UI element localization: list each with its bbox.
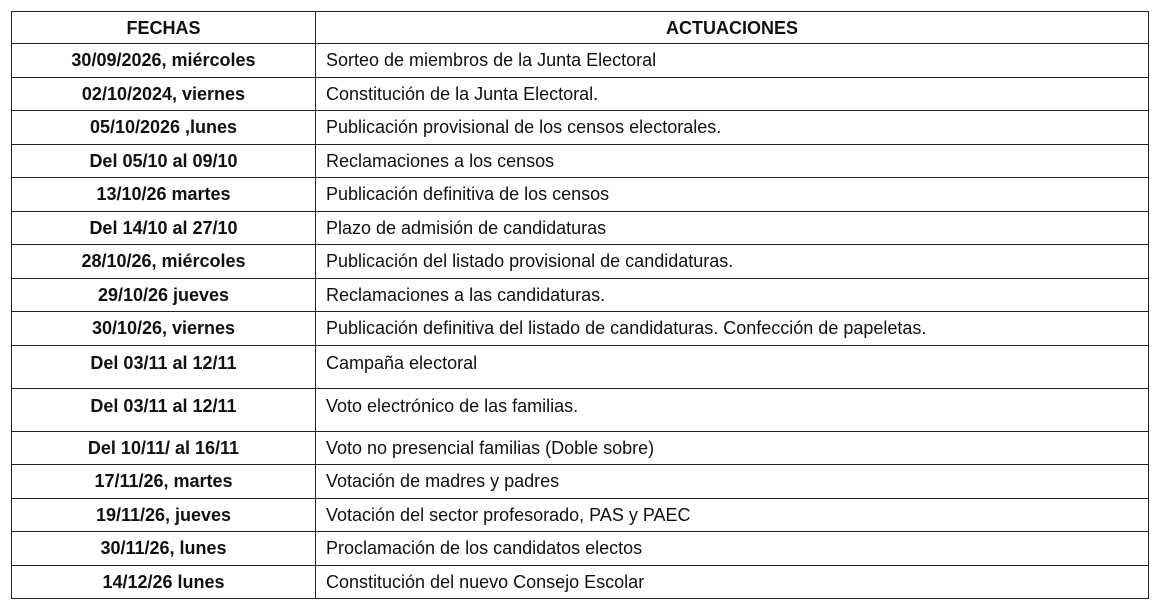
table-row bbox=[12, 178, 1149, 212]
row-date: Del 03/11 al 12/11 bbox=[12, 388, 316, 431]
row-action: Reclamaciones a los censos bbox=[316, 144, 1149, 178]
header-actuaciones: ACTUACIONES bbox=[316, 12, 1149, 44]
table-row bbox=[12, 465, 1149, 499]
table-row bbox=[12, 144, 1149, 178]
row-date: Del 03/11 al 12/11 bbox=[12, 345, 316, 388]
table-row bbox=[12, 498, 1149, 532]
table-row bbox=[12, 245, 1149, 279]
table-row bbox=[12, 111, 1149, 145]
row-action: Publicación provisional de los censos electorales. bbox=[316, 111, 1149, 145]
table-row bbox=[12, 532, 1149, 566]
row-date: 30/10/26, viernes bbox=[12, 312, 316, 346]
row-date: Del 05/10 al 09/10 bbox=[12, 144, 316, 178]
table-row bbox=[12, 345, 1149, 388]
row-date: 30/11/26, lunes bbox=[12, 532, 316, 566]
row-action: Constitución de la Junta Electoral. bbox=[316, 77, 1149, 111]
row-date: 13/10/26 martes bbox=[12, 178, 316, 212]
row-action: Constitución del nuevo Consejo Escolar bbox=[316, 565, 1149, 599]
row-action: Proclamación de los candidatos electos bbox=[316, 532, 1149, 566]
table-row bbox=[12, 211, 1149, 245]
row-date: 29/10/26 jueves bbox=[12, 278, 316, 312]
row-action: Votación del sector profesorado, PAS y PAEC bbox=[316, 498, 1149, 532]
row-action: Voto electrónico de las familias. bbox=[316, 388, 1149, 431]
row-action: Plazo de admisión de candidaturas bbox=[316, 211, 1149, 245]
table-row bbox=[12, 77, 1149, 111]
row-action: Sorteo de miembros de la Junta Electoral bbox=[316, 44, 1149, 78]
table-row bbox=[12, 312, 1149, 346]
row-date: 17/11/26, martes bbox=[12, 465, 316, 499]
electoral-calendar-table bbox=[11, 11, 1149, 599]
table-row bbox=[12, 278, 1149, 312]
row-action: Reclamaciones a las candidaturas. bbox=[316, 278, 1149, 312]
row-date: 30/09/2026, miércoles bbox=[12, 44, 316, 78]
row-date: 02/10/2024, viernes bbox=[12, 77, 316, 111]
row-action: Publicación del listado provisional de candidaturas. bbox=[316, 245, 1149, 279]
table-row bbox=[12, 431, 1149, 465]
row-action: Campaña electoral bbox=[316, 345, 1149, 388]
row-action: Votación de madres y padres bbox=[316, 465, 1149, 499]
header-fechas: FECHAS bbox=[12, 12, 316, 44]
row-date: Del 14/10 al 27/10 bbox=[12, 211, 316, 245]
table-row bbox=[12, 565, 1149, 599]
header-row bbox=[12, 12, 1149, 44]
row-action: Voto no presencial familias (Doble sobre) bbox=[316, 431, 1149, 465]
row-date: 05/10/2026 ,lunes bbox=[12, 111, 316, 145]
row-date: 28/10/26, miércoles bbox=[12, 245, 316, 279]
row-action: Publicación definitiva del listado de candidaturas. Confección de papeletas. bbox=[316, 312, 1149, 346]
row-date: 19/11/26, jueves bbox=[12, 498, 316, 532]
row-date: 14/12/26 lunes bbox=[12, 565, 316, 599]
row-action: Publicación definitiva de los censos bbox=[316, 178, 1149, 212]
table-row bbox=[12, 388, 1149, 431]
table-row bbox=[12, 44, 1149, 78]
row-date: Del 10/11/ al 16/11 bbox=[12, 431, 316, 465]
